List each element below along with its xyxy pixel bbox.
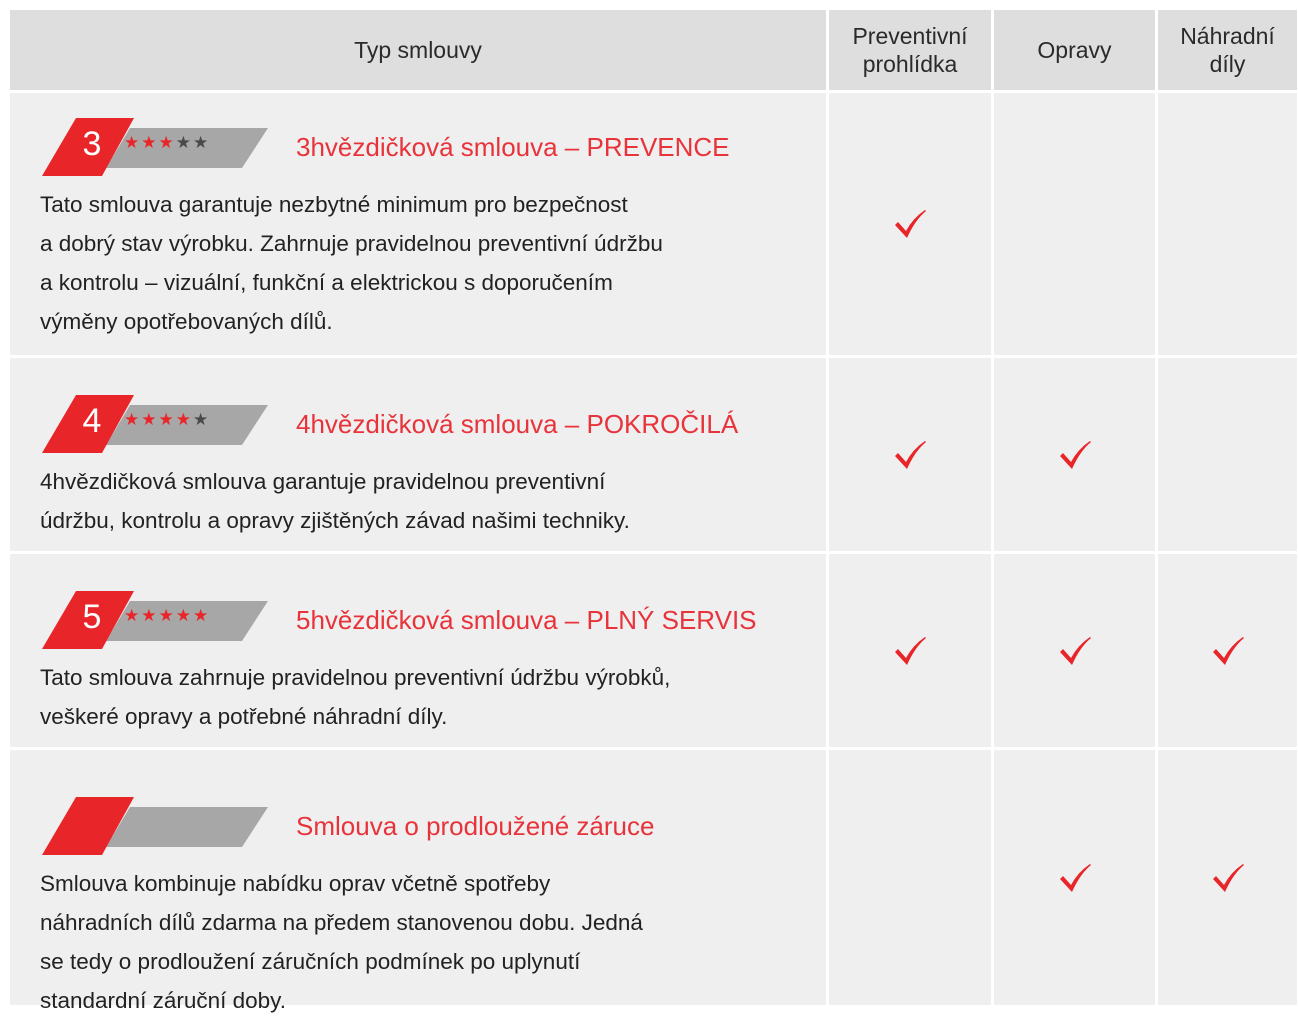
warranty-badge bbox=[42, 797, 268, 855]
text-line: a kontrolu – vizuální, funkční a elektrickou s doporučením bbox=[40, 270, 613, 295]
parts-cell bbox=[1158, 93, 1297, 355]
text-line: veškeré opravy a potřebné náhradní díly. bbox=[40, 704, 448, 729]
parts-cell bbox=[1158, 358, 1297, 551]
star-icon: ★ bbox=[124, 410, 142, 429]
header-preventive-line2: prohlídka bbox=[862, 51, 958, 77]
checkmark-icon bbox=[1058, 862, 1092, 894]
rating-badge-5 bbox=[42, 591, 268, 649]
contract-row-1-description bbox=[10, 358, 826, 551]
preventive-cell bbox=[829, 750, 991, 1005]
star-icon: ★ bbox=[193, 410, 211, 429]
text-line: náhradních dílů zdarma na předem stanovenou dobu. Jedná bbox=[40, 910, 643, 935]
contract-text bbox=[40, 658, 798, 736]
repairs-cell bbox=[994, 554, 1155, 747]
header-parts-line1: Náhradní bbox=[1180, 23, 1275, 49]
header-parts bbox=[1158, 10, 1297, 90]
text-line: se tedy o prodloužení záručních podmínek po uplynutí bbox=[40, 949, 581, 974]
preventive-cell bbox=[829, 93, 991, 355]
contract-text bbox=[40, 864, 798, 1020]
star-rating bbox=[124, 132, 210, 154]
text-line: standardní záruční doby. bbox=[40, 988, 286, 1013]
contract-row-3-description bbox=[10, 750, 826, 1013]
contract-row-0-description bbox=[10, 93, 826, 355]
text-line: výměny opotřebovaných dílů. bbox=[40, 309, 333, 334]
header-repairs-label: Opravy bbox=[1037, 37, 1112, 63]
star-icon: ★ bbox=[158, 133, 176, 152]
badge-grey-band bbox=[106, 807, 268, 847]
text-line: Tato smlouva garantuje nezbytné minimum pro bezpečnost bbox=[40, 192, 628, 217]
star-icon: ★ bbox=[175, 606, 193, 625]
header-type bbox=[10, 10, 826, 90]
contract-table bbox=[10, 10, 1297, 1013]
preventive-cell bbox=[829, 554, 991, 747]
checkmark-icon bbox=[893, 208, 927, 240]
header-preventive bbox=[829, 10, 991, 90]
star-icon: ★ bbox=[158, 606, 176, 625]
star-icon: ★ bbox=[141, 410, 159, 429]
header-parts-line2: díly bbox=[1209, 51, 1246, 77]
badge-shape bbox=[42, 797, 268, 855]
contract-title: Smlouva o prodloužené záruce bbox=[296, 811, 655, 841]
repairs-cell bbox=[994, 93, 1155, 355]
header-preventive-line1: Preventivní bbox=[852, 23, 968, 49]
text-line: Tato smlouva zahrnuje pravidelnou preventivní údržbu výrobků, bbox=[40, 665, 671, 690]
star-icon: ★ bbox=[193, 133, 211, 152]
star-icon: ★ bbox=[141, 133, 159, 152]
rating-badge-4 bbox=[42, 395, 268, 453]
text-line: a dobrý stav výrobku. Zahrnuje pravidelnou preventivní údržbu bbox=[40, 231, 663, 256]
star-rating bbox=[124, 409, 210, 431]
checkmark-icon bbox=[1211, 635, 1245, 667]
parts-cell bbox=[1158, 554, 1297, 747]
star-icon: ★ bbox=[175, 133, 193, 152]
badge-number: 3 bbox=[82, 125, 102, 163]
contract-title: 4hvězdičková smlouva – POKROČILÁ bbox=[296, 409, 739, 439]
badge-number: 4 bbox=[82, 402, 102, 440]
badge-number: 5 bbox=[82, 598, 102, 636]
checkmark-icon bbox=[1211, 862, 1245, 894]
checkmark-icon bbox=[1058, 439, 1092, 471]
repairs-cell bbox=[994, 750, 1155, 1005]
star-icon: ★ bbox=[158, 410, 176, 429]
contract-text bbox=[40, 185, 798, 341]
text-line: údržbu, kontrolu a opravy zjištěných závad našimi techniky. bbox=[40, 508, 630, 533]
contract-title: 5hvězdičková smlouva – PLNÝ SERVIS bbox=[296, 605, 757, 635]
star-rating bbox=[124, 605, 210, 627]
contract-text bbox=[40, 462, 798, 540]
checkmark-icon bbox=[893, 439, 927, 471]
star-icon: ★ bbox=[141, 606, 159, 625]
text-line: Smlouva kombinuje nabídku oprav včetně spotřeby bbox=[40, 871, 551, 896]
checkmark-icon bbox=[1058, 635, 1092, 667]
star-icon: ★ bbox=[124, 606, 142, 625]
preventive-cell bbox=[829, 358, 991, 551]
star-icon: ★ bbox=[124, 133, 142, 152]
checkmark-icon bbox=[893, 635, 927, 667]
repairs-cell bbox=[994, 358, 1155, 551]
star-icon: ★ bbox=[175, 410, 193, 429]
contract-row-2-description bbox=[10, 554, 826, 747]
header-type-label: Typ smlouvy bbox=[354, 37, 482, 63]
parts-cell bbox=[1158, 750, 1297, 1005]
contract-title: 3hvězdičková smlouva – PREVENCE bbox=[296, 132, 730, 162]
text-line: 4hvězdičková smlouva garantuje pravidelnou preventivní bbox=[40, 469, 606, 494]
rating-badge-3 bbox=[42, 118, 268, 176]
star-icon: ★ bbox=[193, 606, 211, 625]
header-repairs bbox=[994, 10, 1155, 90]
